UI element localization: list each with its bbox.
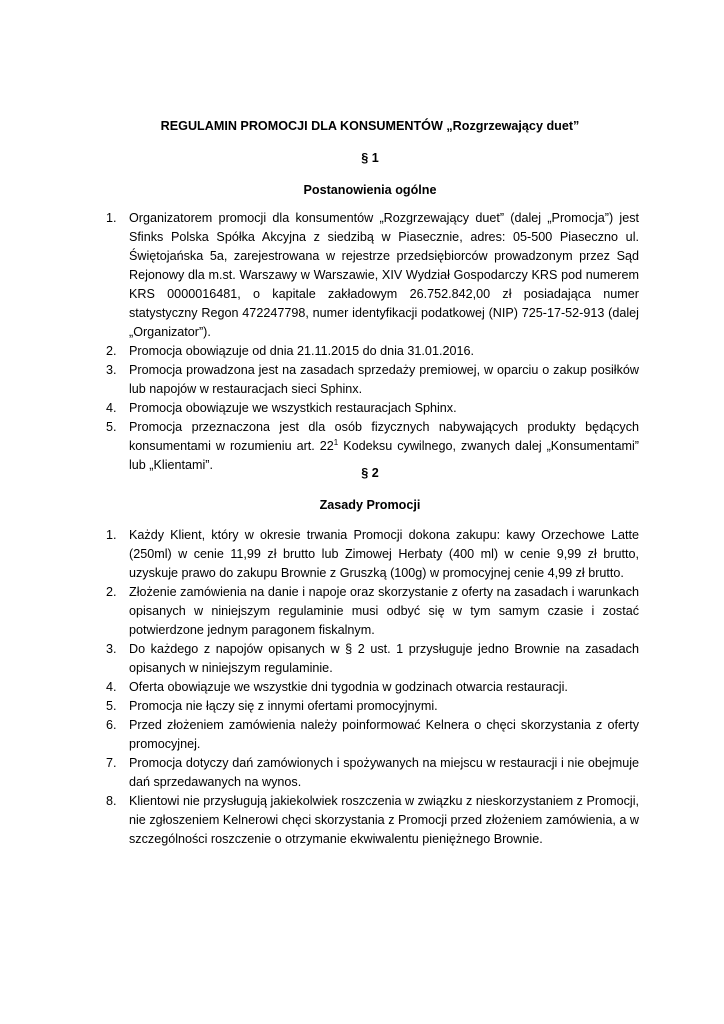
superscript: 1 <box>333 437 339 447</box>
list-item <box>106 399 639 418</box>
item-text: Każdy Klient, który w okresie trwania Promocji dokona zakupu: kawy Orzechowe Latte (250ml) w cenie 11,99 zł brutto lub Zimowej Herbaty (400 ml) w cenie 9,99 zł brutto, uzyskuje prawo do zakupu Brownie z Gruszką (100g) w promocyjnej cenie 4,99 zł brutto. <box>129 528 639 580</box>
item-number: 4. <box>106 680 117 694</box>
list-item <box>106 361 639 399</box>
list-item <box>106 526 639 583</box>
section-1-heading: Postanowienia ogólne <box>303 183 437 197</box>
item-text: Promocja dotyczy dań zamówionych i spożywanych na miejscu w restauracji i nie obejmuje dań sprzedawanych na wynos. <box>129 756 639 789</box>
item-text: Promocja prowadzona jest na zasadach sprzedaży premiowej, w oparciu o zakup posiłków lub napojów w restauracjach sieci Sphinx. <box>129 363 639 396</box>
list-item <box>106 716 639 754</box>
item-number: 6. <box>106 718 117 732</box>
item-number: 5. <box>106 699 117 713</box>
item-text: Złożenie zamówienia na danie i napoje oraz skorzystanie z oferty na zasadach i warunkach opisanych w niniejszym regulaminie musi odbyć się w tym samym czasie i zostać potwierdzone jednym paragonem fiskalnym. <box>129 585 639 637</box>
section-1-list <box>106 209 639 475</box>
item-number: 4. <box>106 401 117 415</box>
item-text-after: Kodeksu cywilnego, zwanych dalej „Konsumentami” lub „Klientami”. <box>129 439 640 472</box>
item-number: 1. <box>106 211 117 225</box>
document-title: REGULAMIN PROMOCJI DLA KONSUMENTÓW „Rozgrzewający duet” <box>160 119 580 133</box>
item-text: Promocja obowiązuje od dnia 21.11.2015 do dnia 31.01.2016. <box>129 344 474 358</box>
list-item <box>106 678 639 697</box>
item-number: 1. <box>106 528 117 542</box>
list-item <box>106 792 639 849</box>
list-item <box>106 342 639 361</box>
item-text: Do każdego z napojów opisanych w § 2 ust. 1 przysługuje jedno Brownie na zasadach opisanych w niniejszym regulaminie. <box>129 642 639 675</box>
item-text: Przed złożeniem zamówienia należy poinformować Kelnera o chęci skorzystania z oferty promocyjnej. <box>129 718 639 751</box>
list-item <box>106 697 639 716</box>
item-text: Oferta obowiązuje we wszystkie dni tygodnia w godzinach otwarcia restauracji. <box>129 680 568 694</box>
item-number: 8. <box>106 794 117 808</box>
section-1-mark: § 1 <box>361 151 379 165</box>
item-text: Organizatorem promocji dla konsumentów „Rozgrzewający duet” (dalej „Promocja”) jest Sfinks Polska Spółka Akcyjna z siedzibą w Piasecznie, adres: 05-500 Piaseczno ul. Świętojańska 5a, zarejestrowana w rejestrze przedsiębiorców prowadzonym przez Sąd Rejonowy dla m.st. Warszawy w Warszawie, XIV Wydział Gospodarczy KRS pod numerem KRS 0000016481, o kapitale zakładowym 26.752.842,00 zł posiadająca numer statystyczny Regon 472247798, numer identyfikacji podatkowej (NIP) 725-17-52-913 (dalej „Organizator”). <box>129 211 639 339</box>
item-number: 3. <box>106 642 117 656</box>
item-text-before: Promocja przeznaczona jest dla osób fizycznych nabywających produkty będących konsumentami w rozumieniu art. 22 <box>129 420 639 453</box>
item-number: 3. <box>106 363 117 377</box>
list-item <box>106 209 639 342</box>
section-2-heading: Zasady Promocji <box>319 498 421 512</box>
section-2-list <box>106 526 639 849</box>
list-item <box>106 754 639 792</box>
item-number: 5. <box>106 420 117 434</box>
list-item <box>106 640 639 678</box>
item-text: Klientowi nie przysługują jakiekolwiek roszczenia w związku z nieskorzystaniem z Promocji, nie zgłoszeniem Kelnerowi chęci skorzystania z Promocji przed złożeniem zamówienia, a w szczególności roszczenie o otrzymanie ekwiwalentu pieniężnego Brownie. <box>129 794 639 846</box>
section-2-mark: § 2 <box>361 466 379 480</box>
item-number: 2. <box>106 585 117 599</box>
list-item <box>106 583 639 640</box>
item-text: Promocja obowiązuje we wszystkich restauracjach Sphinx. <box>129 401 457 415</box>
item-number: 2. <box>106 344 117 358</box>
item-number: 7. <box>106 756 117 770</box>
item-text: Promocja nie łączy się z innymi ofertami promocyjnymi. <box>129 699 438 713</box>
